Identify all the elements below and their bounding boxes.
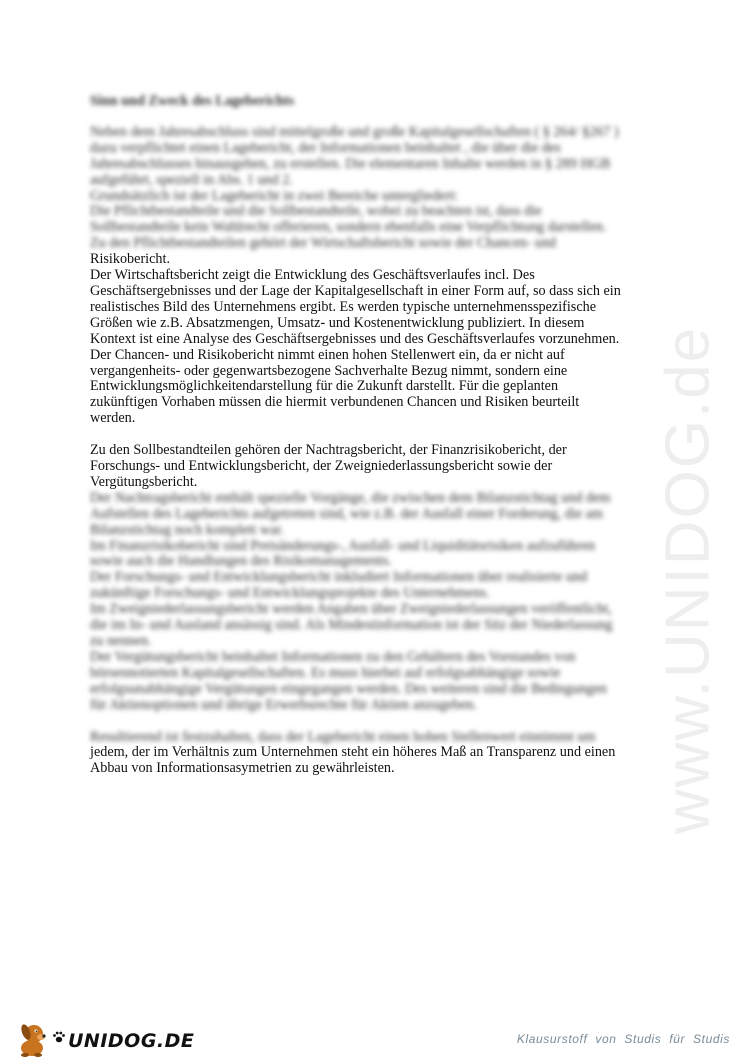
- text-line: zu nennen.: [90, 633, 152, 649]
- text-line: Sollbestandteile kein Wahlrecht offerieren, sondern ebenfalls eine Verpflichtung darstellen.: [90, 219, 607, 236]
- paragraph-gap: [90, 427, 660, 443]
- text-line: Entwicklungsmöglichkeitendarstellung für die Zukunft darstellt. Für die geplanten: [90, 378, 559, 395]
- text-line: für Aktienoptionen und übrige Erwerbsrechte für Aktien anzugeben.: [90, 696, 477, 713]
- text-line: Der Forschungs- und Entwicklungsbericht inkludiert Informationen über realisierte und: [90, 569, 588, 586]
- paragraph-gap: [90, 714, 660, 730]
- text-line: Forschungs- und Entwicklungsbericht, der Zweigniederlassungsbericht sowie der: [90, 458, 553, 475]
- soll-paragraph-blurred: [90, 491, 660, 714]
- text-line: Im Zweigniederlassungsbericht werden Angaben über Zweigniederlassungen veröffentlicht,: [90, 601, 612, 618]
- text-line: Grundsätzlich ist der Lagebericht in zwei Bereiche untergliedert:: [90, 187, 459, 204]
- logo-text: UNIDOG.DE: [68, 1030, 195, 1052]
- text-line: Abbau von Informationsasymetrien zu gewährleisten.: [90, 760, 395, 777]
- text-line: Größen wie z.B. Absatzmengen, Umsatz- und Kostenentwicklung publiziert. In diesem: [90, 314, 585, 331]
- text-line: Neben dem Jahresabschluss sind mittelgroße und große Kapitalgesellschaften ( § 264/ §267 ): [90, 123, 619, 140]
- text-line: aufgeführt, speziell in Abs. 1 und 2.: [90, 171, 293, 188]
- footer-slogan: Klausurstoff von Studis für Studis: [516, 1032, 730, 1046]
- text-line: Resultierend ist festzuhalten, dass der Lagebericht einen hohen Stellenwert einnimmt um: [90, 728, 596, 745]
- conclusion-paragraph: [90, 730, 660, 778]
- text-line: Im Finanzrisikobericht sind Preisänderungs-, Ausfall- und Liquiditätsrisiken aufzuführen: [90, 537, 596, 554]
- text-line: börsennotierten Kapitalgesellschaften. Es muss hierbei auf erfolgsabhängige sowie: [90, 664, 561, 681]
- main-paragraph: [90, 252, 660, 427]
- text-line: Der Chancen- und Risikobericht nimmt einen hohen Stellenwert ein, da er nicht auf: [90, 346, 565, 363]
- paw-print-icon: [52, 1030, 66, 1044]
- text-line: Der Nachtragsbericht enthält spezielle Vorgänge, die zwischen dem Bilanzstichtag und dem: [90, 489, 611, 506]
- text-line: Aufstellen des Lageberichts aufgetreten sind, wie z.B. der Ausfall einer Forderung, die am: [90, 505, 603, 522]
- text-line: Der Vergütungsbericht beinhaltet Informationen zu den Gehältern des Vorstandes von: [90, 648, 576, 665]
- text-line: jedem, der im Verhältnis zum Unternehmen steht ein höheres Maß an Transparenz und einen: [90, 744, 616, 761]
- text-line: Bilanzstichtag noch komplett war.: [90, 521, 284, 538]
- text-line: Vergütungsbericht.: [90, 473, 198, 490]
- text-line: sowie auch die Handlungen des Risikomanagements.: [90, 553, 392, 570]
- text-line: zukünftigen Vorhaben müssen die hiermit verbundenen Chancen und Risiken beurteilt: [90, 394, 580, 411]
- watermark-text: www.UNIDOG.de: [653, 325, 723, 835]
- dog-mascot-icon: [12, 1018, 52, 1058]
- text-line: Kontext ist eine Analyse des Geschäftsergebnisses und des Geschäftsverlaufes vorzunehmen.: [90, 330, 620, 347]
- text-line: erfolgsunabhängige Vergütungen eingegangen werden. Des weiteren sind die Bedingungen: [90, 680, 607, 697]
- intro-paragraph-blurred: [90, 125, 660, 252]
- text-line: dazu verpflichtet einen Lagebericht, der Informationen beinhaltet , die über die des: [90, 139, 561, 156]
- document-body: [90, 94, 660, 777]
- text-line: Geschäftsergebnisses und der Lage der Kapitalgesellschaft in einer Form auf, so dass sich ein: [90, 282, 621, 299]
- text-line: Die Pflichtbestandteile und die Sollbestandteile, wobei zu beachten ist, dass die: [90, 203, 542, 220]
- unidog-logo[interactable]: [12, 1012, 194, 1058]
- text-line: die im In- und Ausland ansässig sind. Als Mindestinformation ist der Sitz der Niederlassung: [90, 617, 613, 634]
- text-line: Zu den Sollbestandteilen gehören der Nachtragsbericht, der Finanzrisikobericht, der: [90, 442, 567, 459]
- text-line: werden.: [90, 410, 136, 427]
- text-line: zukünftige Forschungs- und Entwicklungsprojekte des Unternehmens.: [90, 585, 490, 602]
- text-line: vergangenheits- oder gegenwartsbezogene Sachverhalte Bezug nimmt, sondern eine: [90, 362, 568, 379]
- text-line: Risikobericht.: [90, 251, 170, 268]
- text-line: Der Wirtschaftsbericht zeigt die Entwicklung des Geschäftsverlaufes incl. Des: [90, 267, 535, 284]
- text-line: realistisches Bild des Unternehmens ergibt. Es werden typische unternehmensspezifische: [90, 298, 597, 315]
- text-line: Jahresabschlusses hinausgehen, zu erstellen. Die elementaren Inhalte werden in § 289 HGB: [90, 155, 611, 172]
- soll-paragraph: [90, 443, 660, 491]
- document-title: Sinn und Zweck des Lageberichts: [90, 93, 295, 109]
- text-line: Zu den Pflichtbestandteilen gehört der Wirtschaftsbericht sowie der Chancen- und: [90, 235, 557, 252]
